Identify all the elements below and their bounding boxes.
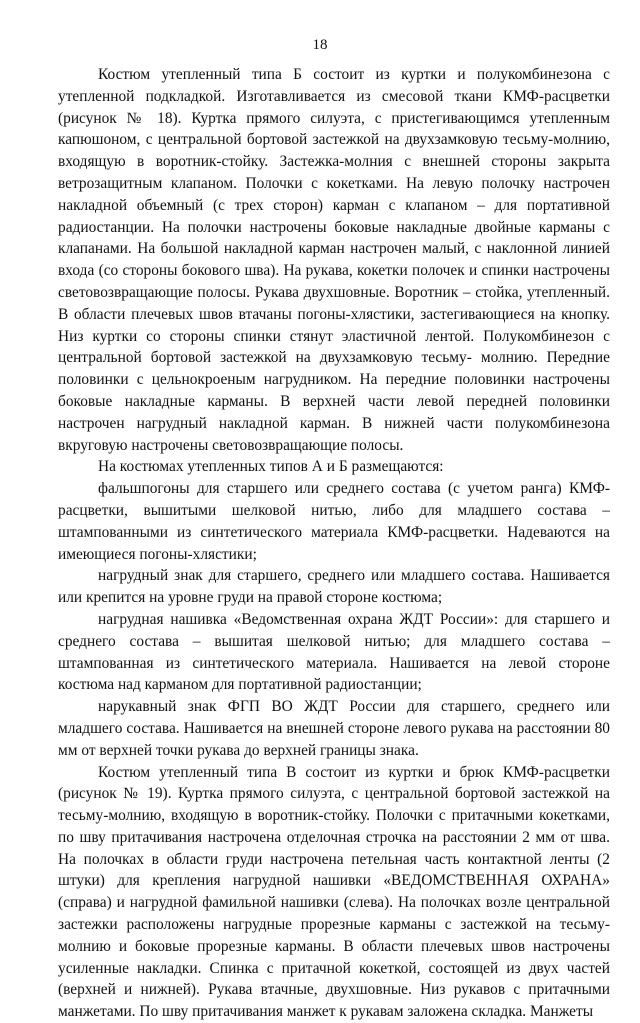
paragraph-sleeve-badge: нарукавный знак ФГП ВО ЖДТ России для старшего, среднего или младшего состава. Нашивается на внешней стороне левого рукава на расстоянии 80 мм от верхней точки рукава до верхней границы знака.: [58, 696, 610, 761]
document-body: [58, 64, 610, 1023]
paragraph-insignia-intro: На костюмах утепленных типов А и Б размещаются:: [58, 456, 610, 478]
paragraph-breast-badge: нагрудный знак для старшего, среднего или младшего состава. Нашивается или крепится на уровне груди на правой стороне костюма;: [58, 565, 610, 609]
paragraph-costume-type-b: Костюм утепленный типа Б состоит из куртки и полукомбинезона с утепленной подкладкой. Изготавливается из смесовой ткани КМФ-расцветки (рисунок № 18). Куртка прямого силуэта, с пристегивающимся утепленным капюшоном, с центральной бортовой застежкой на двухзамковую тесьму-молнию, входящую в воротник-стойку. Застежка-молния с внешней стороны закрыта ветрозащитным клапаном. Полочки с кокетками. На левую полочку настрочен накладной объемный (с трех сторон) карман с клапаном – для портативной радиостанции. На полочки настрочены боковые накладные двойные карманы с клапанами. На большой накладной карман настрочен малый, с наклонной линией входа (со стороны бокового шва). На рукава, кокетки полочек и спинки настрочены световозвращающие полосы. Рукава двухшовные. Воротник – стойка, утепленный. В области плечевых швов втачаны погоны-хлястики, застегивающиеся на кнопку. Низ куртки со стороны спинки стянут эластичной лентой. Полукомбинезон с центральной бортовой застежкой на двухзамковую тесьму- молнию. Передние половинки с цельнокроеным нагрудником. На передние половинки настрочены боковые накладные карманы. В верхней части левой передней половинки настрочен нагрудный накладной карман. В нижней части полукомбинезона вкруговую настрочены световозвращающие полосы.: [58, 64, 610, 456]
paragraph-costume-type-v: Костюм утепленный типа В состоит из куртки и брюк КМФ-расцветки (рисунок № 19). Куртка прямого силуэта, с центральной бортовой застежкой на тесьму-молнию, входящую в воротник-стойку. Полочки с притачными кокетками, по шву притачивания настрочена отделочная строчка на расстоянии 2 мм от шва. На полочках в области груди настрочена петельная часть контактной ленты (2 штуки) для крепления нагрудной нашивки «ВЕДОМСТВЕННАЯ ОХРАНА» (справа) и нагрудной фамильной нашивки (слева). На полочках возле центральной застежки расположены нагрудные прорезные карманы с застежкой на тесьму-молнию и боковые прорезные карманы. В области плечевых швов настрочены усиленные накладки. Спинка с притачной кокеткой, состоящей из двух частей (верхней и нижней). Рукава втачные, двухшовные. Низ рукавов с притачными манжетами. По шву притачивания манжет к рукавам заложена складка. Манжеты: [58, 762, 610, 1023]
paragraph-breast-patch: нагрудная нашивка «Ведомственная охрана ЖДТ России»: для старшего и среднего состава – вышитая шелковой нитью; для младшего состава – штампованная из синтетического материала. Нашивается на левой стороне костюма над карманом для портативной радиостанции;: [58, 609, 610, 696]
page-number: 18: [0, 36, 640, 54]
paragraph-shoulder-boards: фальшпогоны для старшего или среднего состава (с учетом ранга) КМФ-расцветки, вышитыми шелковой нитью, либо для младшего состава – штампованными из синтетического материала КМФ-расцветки. Надеваются на имеющиеся погоны-хлястики;: [58, 478, 610, 565]
